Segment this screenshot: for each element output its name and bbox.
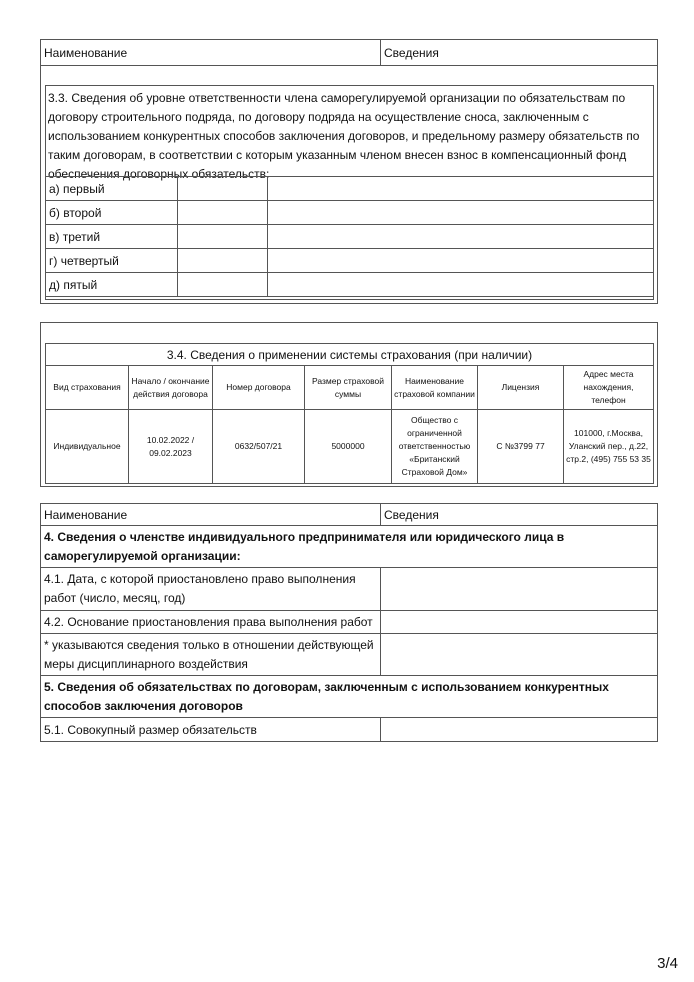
table-section-3-3 — [40, 39, 658, 304]
insurance-company: Общество с ограниченной ответственностью «Британский Страховой Дом» — [392, 410, 478, 484]
level-value-cell — [178, 249, 268, 273]
level-value-cell — [178, 177, 268, 201]
header-address: Адрес места нахождения, телефон — [564, 366, 654, 410]
table-row — [46, 201, 654, 225]
table-row — [41, 568, 658, 611]
col-info-header: Сведения — [384, 46, 439, 60]
table-row — [46, 410, 654, 484]
section-4-heading: 4. Сведения о членстве индивидуального предпринимателя или юридического лица в саморегулируемой организации: — [41, 526, 658, 568]
note-label: * указываются сведения только в отношении действующей меры дисциплинарного воздействия — [41, 634, 381, 676]
note-value — [381, 634, 658, 676]
header-row — [41, 40, 657, 66]
item-5-1-label: 5.1. Совокупный размер обязательств — [41, 718, 381, 742]
col-info-header: Сведения — [381, 504, 658, 526]
level-amount-cell — [268, 177, 654, 201]
table-row — [46, 273, 654, 297]
insurance-title: 3.4. Сведения о применении системы страхования (при наличии) — [46, 344, 654, 366]
level-amount-cell — [268, 225, 654, 249]
level-label: в) третий — [46, 225, 178, 249]
col-name-header: Наименование — [44, 46, 128, 60]
table-row — [46, 177, 654, 201]
level-label: б) второй — [46, 201, 178, 225]
table-sections-4-5 — [40, 503, 658, 742]
level-amount-cell — [268, 201, 654, 225]
header-row — [41, 504, 658, 526]
contract-number: 0632/507/21 — [213, 410, 305, 484]
item-4-2-label: 4.2. Основание приостановления права выполнения работ — [41, 611, 381, 634]
table-row — [41, 718, 658, 742]
level-label: г) четвертый — [46, 249, 178, 273]
insurance-header-row — [46, 366, 654, 410]
table-section-3-4 — [40, 322, 658, 487]
table-row — [41, 634, 658, 676]
level-label: д) пятый — [46, 273, 178, 297]
insured-sum: 5000000 — [305, 410, 392, 484]
table-row — [41, 676, 658, 718]
section-3-3-block — [45, 85, 654, 300]
level-value-cell — [178, 225, 268, 249]
level-value-cell — [178, 201, 268, 225]
header-contract-number: Номер договора — [213, 366, 305, 410]
col-name-header: Наименование — [41, 504, 381, 526]
level-amount-cell — [268, 273, 654, 297]
item-4-1-label: 4.1. Дата, с которой приостановлено право выполнения работ (число, месяц, год) — [41, 568, 381, 611]
insurance-title-row — [46, 344, 654, 366]
insurance-type: Индивидуальное — [46, 410, 129, 484]
contract-period: 10.02.2022 / 09.02.2023 — [129, 410, 213, 484]
section-5-heading: 5. Сведения об обязательствах по договорам, заключенным с использованием конкурентных способов заключения договоров — [41, 676, 658, 718]
table-row — [46, 225, 654, 249]
table-row — [41, 526, 658, 568]
table-row — [46, 249, 654, 273]
header-insurance-type: Вид страхования — [46, 366, 129, 410]
section-3-3-text: 3.3. Сведения об уровне ответственности члена саморегулируемой организации по обязательствам по договору строительного подряда, по договору подряда на осуществление сноса, заключенным с использованием конкурентных способов заключения договоров, и предельному размеру обязательств по таким договорам, в соответствии с которым указанным членом внесен взнос в компенсационный фонд обеспечения договорных обязательств: — [48, 91, 640, 181]
item-5-1-value — [381, 718, 658, 742]
header-insured-sum: Размер страховой суммы — [305, 366, 392, 410]
license-number: С №3799 77 — [478, 410, 564, 484]
level-amount-cell — [268, 249, 654, 273]
item-4-1-value — [381, 568, 658, 611]
levels-table — [45, 176, 654, 297]
table-row — [41, 611, 658, 634]
page-number: 3/4 — [657, 955, 678, 972]
item-4-2-value — [381, 611, 658, 634]
level-label: а) первый — [46, 177, 178, 201]
col-divider — [380, 40, 381, 66]
company-address: 101000, г.Москва, Уланский пер., д.22, стр.2, (495) 755 53 35 — [564, 410, 654, 484]
insurance-table — [45, 343, 654, 484]
header-contract-period: Начало / окончание действия договора — [129, 366, 213, 410]
header-license: Лицензия — [478, 366, 564, 410]
level-value-cell — [178, 273, 268, 297]
header-insurance-company: Наименование страховой компании — [392, 366, 478, 410]
